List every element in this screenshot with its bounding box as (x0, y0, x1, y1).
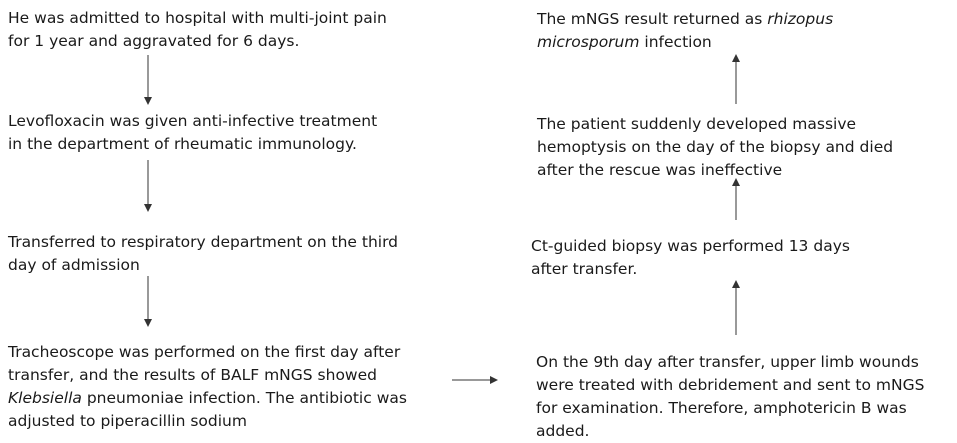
step-box-step8 (537, 8, 833, 54)
step-box-step3 (8, 231, 398, 277)
step-text-line: for 1 year and aggravated for 6 days. (8, 32, 300, 50)
step-text-line: were treated with debridement and sent to mNGS (536, 376, 925, 394)
step-text-line: for examination. Therefore, amphotericin B was (536, 399, 907, 417)
step-text-line: Klebsiella pneumoniae infection. The antibiotic was (8, 389, 407, 407)
step-box-step1 (8, 7, 387, 53)
step-box-step7 (537, 113, 893, 182)
step-text-line: He was admitted to hospital with multi-joint pain (8, 9, 387, 27)
step-box-step4 (8, 341, 407, 433)
step-text-line: hemoptysis on the day of the biopsy and died (537, 138, 894, 156)
step-text-line: The patient suddenly developed massive (537, 115, 857, 133)
step-text-line: after the rescue was ineffective (537, 161, 783, 179)
step-box-step5 (536, 351, 924, 443)
step-text-line: added. (536, 422, 590, 440)
step-text-line: Ct-guided biopsy was performed 13 days (531, 237, 850, 255)
step-text-line: day of admission (8, 256, 140, 274)
step-box-step2 (8, 110, 377, 156)
step-text-line: Levofloxacin was given anti-infective treatment (8, 112, 378, 130)
step-text-line: adjusted to piperacillin sodium (8, 412, 247, 430)
step-box-step6 (531, 235, 850, 281)
step-text-line: Transferred to respiratory department on the third (8, 233, 399, 251)
step-text-line: microsporum infection (537, 33, 712, 51)
step-text-line: The mNGS result returned as rhizopus (537, 10, 834, 28)
step-text-line: transfer, and the results of BALF mNGS showed (8, 366, 377, 384)
step-text-line: On the 9th day after transfer, upper limb wounds (536, 353, 919, 371)
step-text-line: Tracheoscope was performed on the first day after (8, 343, 401, 361)
step-text-line: after transfer. (531, 260, 638, 278)
step-text-line: in the department of rheumatic immunology. (8, 135, 357, 153)
